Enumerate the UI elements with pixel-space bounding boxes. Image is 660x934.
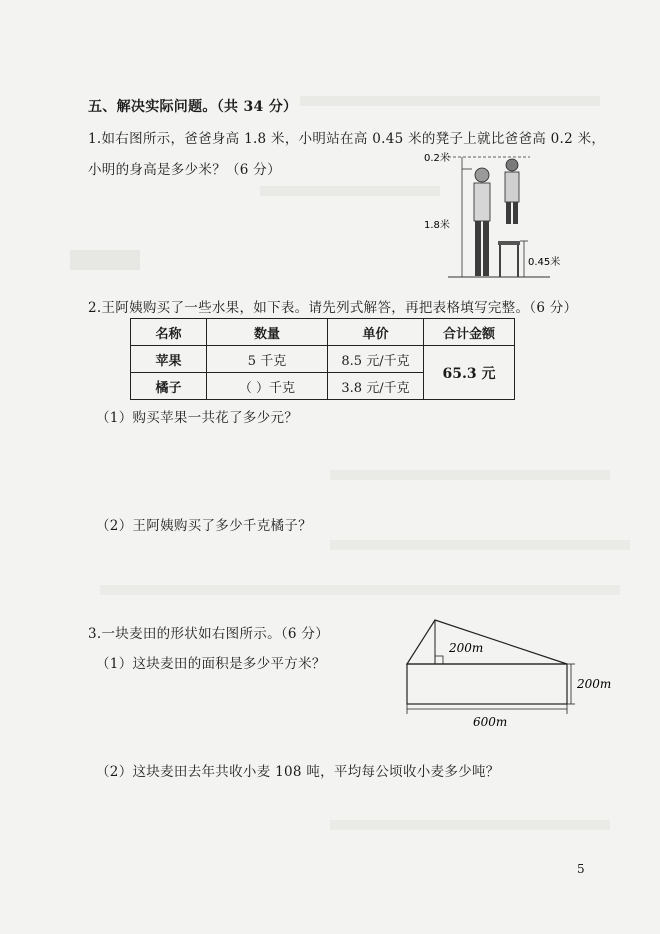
q1-height-figure (420, 145, 580, 280)
row-apple-name: 苹果 (131, 346, 207, 373)
page-number: 5 (577, 862, 585, 876)
header-price: 单价 (328, 319, 424, 346)
q3-label-rect-height: 200m (577, 677, 612, 691)
header-name: 名称 (131, 319, 207, 346)
q1-label-bottom: 0.45米 (528, 257, 561, 268)
q3-sub1: （1）这块麦田的面积是多少平方米？ (96, 656, 326, 672)
q1-text-line2: 小明的身高是多少米？（6 分） (88, 162, 281, 178)
q2-sub1: （1）购买苹果一共花了多少元？ (96, 410, 299, 426)
q3-label-triangle-height: 200m (449, 641, 484, 655)
q3-text: 3.一块麦田的形状如右图所示。（6 分） (88, 626, 330, 642)
q1-label-top: 0.2米 (424, 153, 450, 164)
table-header-row (131, 319, 515, 346)
row-apple-qty: 5 千克 (207, 346, 328, 373)
q1-text-line1: 1.如右图所示，爸爸身高 1.8 米，小明站在高 0.45 米的凳子上就比爸爸高 0.2 米， (88, 131, 606, 147)
q3-label-width: 600m (473, 715, 508, 729)
q2-sub2: （2）王阿姨购买了多少千克橘子？ (96, 518, 312, 534)
header-total: 合计金额 (424, 319, 515, 346)
row-apple-price: 8.5 元/千克 (328, 346, 424, 373)
total-amount: 65.3 元 (424, 346, 515, 400)
section-title: 五、解决实际问题。（共 34 分） (88, 99, 298, 115)
q3-sub2: （2）这块麦田去年共收小麦 108 吨，平均每公顷收小麦多少吨？ (96, 764, 500, 780)
row-orange-qty: （ ）千克 (207, 373, 328, 400)
table-row (131, 346, 515, 373)
row-orange-price: 3.8 元/千克 (328, 373, 424, 400)
fruit-table (130, 318, 515, 400)
row-orange-name: 橘子 (131, 373, 207, 400)
q3-field-figure (395, 612, 615, 732)
q2-text: 2.王阿姨购买了一些水果，如下表。请先列式解答，再把表格填写完整。（6 分） (88, 300, 578, 316)
q1-label-mid: 1.8米 (424, 220, 450, 231)
header-qty: 数量 (207, 319, 328, 346)
